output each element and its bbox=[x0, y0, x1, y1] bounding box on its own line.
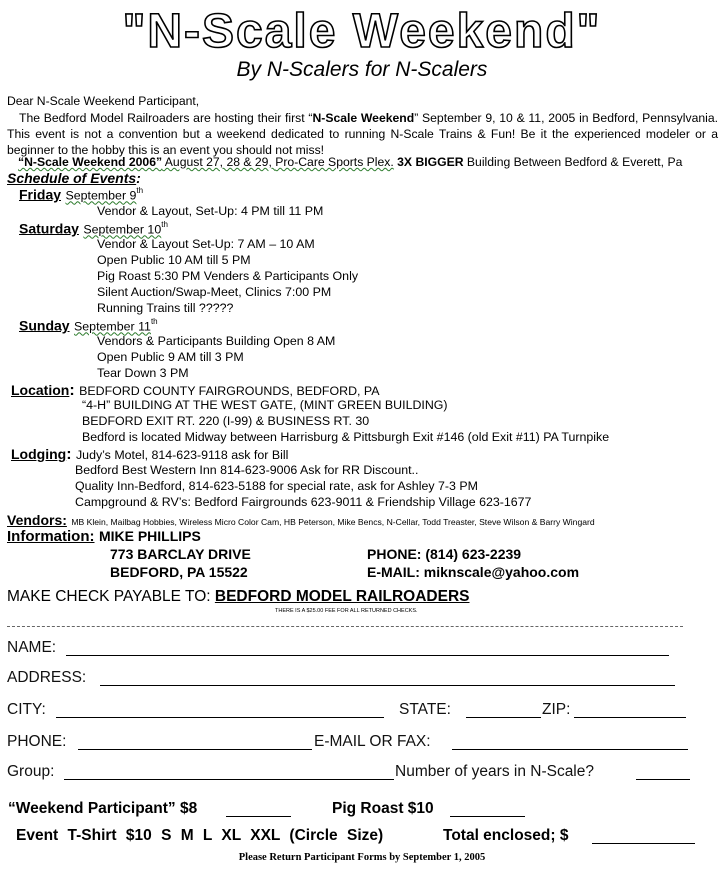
location-line: Bedford is located Midway between Harrisburg & Pittsburgh Exit #146 (old Exit #11) PA Turnpike bbox=[82, 430, 610, 444]
years-field[interactable] bbox=[636, 779, 690, 780]
vendors-list: MB Klein, Mailbag Hobbies, Wireless Micro Color Cam, HB Peterson, Mike Bencs, N-Cellar, Todd Treaster, Steve Wilson & Barry Wingard bbox=[71, 517, 595, 527]
state-label: STATE: bbox=[399, 701, 451, 718]
contact-phone: PHONE: (814) 623-2239 bbox=[367, 546, 522, 562]
years-label: Number of years in N-Scale? bbox=[395, 763, 594, 780]
lodging-section bbox=[11, 446, 288, 464]
sunday-header bbox=[19, 317, 158, 335]
address-label: ADDRESS: bbox=[7, 669, 87, 686]
group-label: Group: bbox=[7, 763, 55, 780]
pig-roast-fee-label: Pig Roast $10 bbox=[332, 800, 434, 817]
city-field[interactable] bbox=[56, 717, 384, 718]
name-field[interactable] bbox=[66, 655, 669, 656]
saturday-date: September 10 bbox=[83, 222, 162, 237]
information-label: Information: bbox=[7, 528, 95, 545]
total-label: Total enclosed; $ bbox=[443, 827, 569, 844]
location-line: BEDFORD COUNTY FAIRGROUNDS, BEDFORD, PA bbox=[79, 384, 380, 398]
phone-label: PHONE: bbox=[7, 733, 67, 750]
contact-street: 773 BARCLAY DRIVE bbox=[110, 546, 251, 562]
saturday-sup: th bbox=[161, 220, 168, 229]
vendors-label: Vendors: bbox=[7, 512, 67, 528]
friday-label: Friday bbox=[19, 186, 62, 203]
participant-fee-field[interactable] bbox=[226, 816, 291, 817]
lodging-line: Campground & RV’s: Bedford Fairgrounds 623-9011 & Friendship Village 623-1677 bbox=[75, 495, 532, 509]
page-subtitle: By N-Scalers for N-Scalers bbox=[236, 58, 488, 81]
name-label: NAME: bbox=[7, 639, 57, 656]
schedule-item: Vendors & Participants Building Open 8 AM bbox=[97, 334, 336, 348]
schedule-item: Running Trains till ????? bbox=[97, 301, 234, 315]
schedule-item: Open Public 10 AM till 5 PM bbox=[97, 253, 251, 267]
divider bbox=[7, 626, 683, 627]
fee-note: THERE IS A $25.00 FEE FOR ALL RETURNED CHECKS. bbox=[275, 608, 418, 614]
zip-field[interactable] bbox=[574, 717, 686, 718]
address-field[interactable] bbox=[100, 685, 675, 686]
email-label: E-MAIL: bbox=[367, 564, 424, 580]
group-field[interactable] bbox=[64, 779, 394, 780]
lodging-line: Judy’s Motel, 814-623-9118 ask for Bill bbox=[75, 448, 289, 462]
next-event-location: Building Between Bedford & Everett, Pa bbox=[463, 155, 683, 169]
friday-date: September 9 bbox=[65, 188, 137, 203]
location-label: Location bbox=[11, 382, 70, 398]
contact-city: BEDFORD, PA 15522 bbox=[110, 564, 248, 580]
contact-name: MIKE PHILLIPS bbox=[98, 528, 201, 544]
schedule-item: Open Public 9 AM till 3 PM bbox=[97, 350, 244, 364]
page-title: "N-Scale Weekend" bbox=[122, 5, 602, 58]
schedule-heading-text: Schedule of Events bbox=[7, 170, 137, 186]
event-name: N-Scale Weekend bbox=[312, 111, 415, 125]
friday-sup: th bbox=[136, 186, 144, 195]
lodging-label: Lodging bbox=[11, 446, 67, 462]
contact-email[interactable]: miknscale@yahoo.com bbox=[423, 564, 580, 580]
intro-text-a: The Bedford Model Railroaders are hosting their first “ bbox=[19, 111, 313, 125]
email-fax-label: E-MAIL OR FAX: bbox=[314, 733, 431, 750]
sunday-sup: th bbox=[150, 317, 158, 326]
pig-roast-fee-field[interactable] bbox=[450, 816, 525, 817]
intro-text-b: ” September 9, 10 & 11, 2005 in Bedford, Pennsylvania. This event is not a convention but a weekend dedicated to running N-Scale Trains & Fun! Be it the experienced modeler or a beginner to the hobby this is an event you should not miss! bbox=[7, 111, 718, 157]
location-colon: : bbox=[69, 382, 75, 399]
location-line: “4-H” BUILDING AT THE WEST GATE, (MINT GREEN BUILDING) bbox=[82, 398, 448, 412]
tshirt-line: Event T-Shirt $10 S M L XL XXL (Circle Size) bbox=[16, 827, 384, 844]
schedule-item: Silent Auction/Swap-Meet, Clinics 7:00 PM bbox=[97, 285, 332, 299]
contact-email-line bbox=[367, 564, 579, 580]
city-label: CITY: bbox=[7, 701, 46, 718]
phone-field[interactable] bbox=[78, 749, 312, 750]
next-event-line bbox=[18, 155, 682, 169]
schedule-item: Tear Down 3 PM bbox=[97, 366, 189, 380]
friday-header bbox=[19, 186, 143, 204]
saturday-header bbox=[19, 220, 168, 238]
location-line: BEDFORD EXIT RT. 220 (I-99) & BUSINESS RT. 30 bbox=[82, 414, 370, 428]
intro-paragraph bbox=[7, 110, 718, 158]
payment-label: MAKE CHECK PAYABLE TO: bbox=[7, 588, 215, 605]
email-fax-field[interactable] bbox=[452, 749, 688, 750]
footer-note: Please Return Participant Forms by September 1, 2005 bbox=[238, 852, 486, 863]
sunday-date: September 11 bbox=[74, 319, 151, 334]
greeting: Dear N-Scale Weekend Participant, bbox=[7, 94, 200, 108]
state-field[interactable] bbox=[466, 717, 541, 718]
schedule-item: Vendor & Layout, Set-Up: 4 PM till 11 PM bbox=[97, 204, 324, 218]
schedule-heading bbox=[7, 170, 141, 186]
saturday-label: Saturday bbox=[19, 220, 79, 237]
next-event-bigger: 3X BIGGER bbox=[397, 155, 464, 169]
schedule-item: Vendor & Layout Set-Up: 7 AM – 10 AM bbox=[97, 237, 315, 251]
zip-label: ZIP: bbox=[542, 701, 571, 718]
information-section bbox=[7, 528, 201, 546]
payee: BEDFORD MODEL RAILROADERS bbox=[214, 588, 470, 605]
next-event-place: Pro-Care Sports Plex. bbox=[275, 155, 394, 169]
schedule-heading-colon: : bbox=[136, 170, 141, 186]
next-event-name: “N-Scale Weekend 2006” bbox=[18, 155, 163, 169]
total-field[interactable] bbox=[592, 843, 695, 844]
next-event-dates: August 27, 28 & 29, bbox=[162, 155, 276, 169]
participant-fee-label: “Weekend Participant” $8 bbox=[8, 800, 198, 817]
schedule-item: Pig Roast 5:30 PM Venders & Participants Only bbox=[97, 269, 359, 283]
sunday-label: Sunday bbox=[19, 317, 70, 334]
payment-line bbox=[7, 588, 470, 606]
lodging-line: Quality Inn-Bedford, 814-623-5188 for special rate, ask for Ashley 7-3 PM bbox=[75, 479, 478, 493]
lodging-line: Bedford Best Western Inn 814-623-9006 Ask for RR Discount.. bbox=[75, 463, 419, 477]
lodging-colon: : bbox=[66, 446, 72, 463]
